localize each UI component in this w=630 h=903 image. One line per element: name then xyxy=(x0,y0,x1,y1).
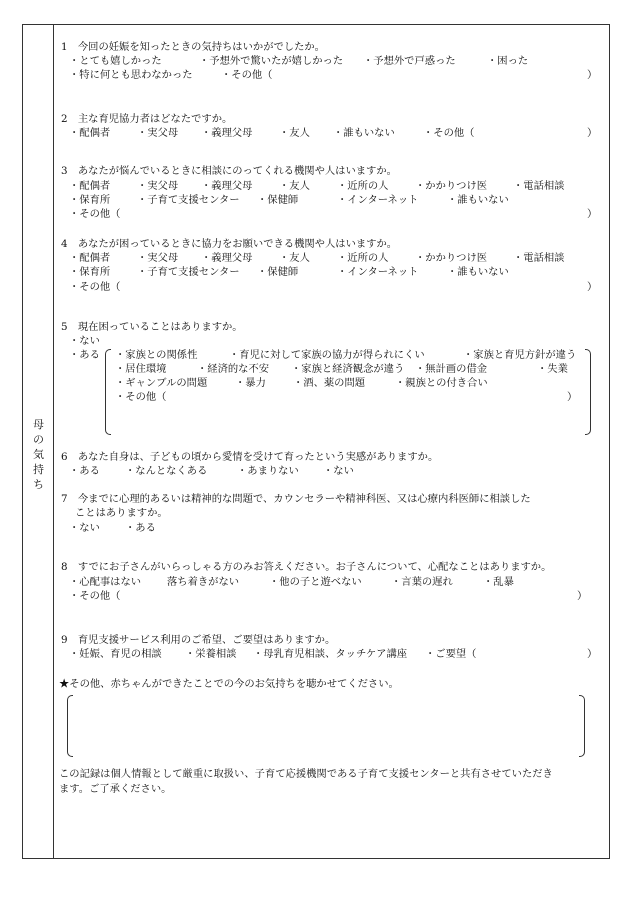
side-char: の xyxy=(33,433,44,446)
q5-sub-option[interactable]: ・暴力 xyxy=(235,377,266,389)
q4-close-paren: ） xyxy=(587,281,598,293)
free-text-prompt: ★その他、赤ちゃんができたことでの今のお気持ちを聴かせてください。 xyxy=(59,678,399,690)
q2-option[interactable]: ・実父母 xyxy=(137,127,179,139)
q5-sub-option[interactable]: ・失業 xyxy=(537,363,568,375)
q5-sub-option[interactable]: ・経済的な不安 xyxy=(197,363,270,375)
q8-close-paren: ） xyxy=(577,590,588,602)
q5-option-yes[interactable]: ・ある xyxy=(69,349,100,361)
side-char: 持 xyxy=(33,463,44,476)
q9-option-other[interactable]: ・ご要望（ xyxy=(425,648,477,660)
q5-sub-option[interactable]: ・居住環境 xyxy=(115,363,167,375)
q1-option[interactable]: ・予想外で戸惑った xyxy=(363,55,456,67)
q3-option-other[interactable]: ・その他（ xyxy=(69,208,121,220)
q1-option[interactable]: ・困った xyxy=(487,55,529,67)
q1-question: 1 今回の妊娠を知ったときの気持ちはいかがでしたか。 xyxy=(61,41,325,53)
q4-option[interactable]: ・義理父母 xyxy=(201,252,253,264)
q3-question: 3 あなたが悩んでいるときに相談にのってくれる機関や人はいますか。 xyxy=(61,165,397,177)
q5-question: 5 現在困っていることはありますか。 xyxy=(61,321,243,333)
q1-close-paren: ） xyxy=(587,69,598,81)
q7-question: 7 今までに心理的あるいは精神的な問題で、カウンセラーや精神科医、又は心療内科医師に相談した xyxy=(61,493,531,505)
q4-option[interactable]: ・誰もいない xyxy=(447,266,509,278)
q4-option[interactable]: ・かかりつけ医 xyxy=(415,252,488,264)
q3-option[interactable]: ・配偶者 xyxy=(69,180,111,192)
side-char: ち xyxy=(33,478,44,491)
q9-close-paren: ） xyxy=(587,648,598,660)
q1-option[interactable]: ・特に何とも思わなかった xyxy=(69,69,193,81)
q4-option[interactable]: ・近所の人 xyxy=(337,252,389,264)
q4-option[interactable]: ・保育所 xyxy=(69,266,111,278)
q5-close-paren: ） xyxy=(567,391,578,403)
q3-option[interactable]: ・かかりつけ医 xyxy=(415,180,488,192)
q3-option[interactable]: ・友人 xyxy=(279,180,310,192)
form-frame xyxy=(22,24,610,859)
q4-option[interactable]: ・電話相談 xyxy=(513,252,565,264)
q8-option-other[interactable]: ・その他（ xyxy=(69,590,121,602)
q4-option-other[interactable]: ・その他（ xyxy=(69,281,121,293)
q5-sub-option-other[interactable]: ・その他（ xyxy=(115,391,167,403)
q4-option[interactable]: ・インターネット xyxy=(337,266,419,278)
q9-option[interactable]: ・栄養相談 xyxy=(185,648,237,660)
q3-option[interactable]: ・誰もいない xyxy=(447,194,509,206)
q8-option[interactable]: ・他の子と遊べない xyxy=(269,576,362,588)
q1-option-other[interactable]: ・その他（ xyxy=(221,69,273,81)
q4-option[interactable]: ・保健師 xyxy=(257,266,299,278)
q7-option[interactable]: ・ない xyxy=(69,522,100,534)
q3-option[interactable]: ・電話相談 xyxy=(513,180,565,192)
q5-sub-option[interactable]: ・育児に対して家族の協力が得られにくい xyxy=(229,349,425,361)
q2-close-paren: ） xyxy=(587,127,598,139)
q3-option[interactable]: ・近所の人 xyxy=(337,180,389,192)
q6-option[interactable]: ・ない xyxy=(323,465,354,477)
q8-option[interactable]: ・乱暴 xyxy=(483,576,514,588)
q5-sub-option[interactable]: ・家族と経済観念が違う xyxy=(291,363,405,375)
q2-question: 2 主な育児協力者はどなたですか。 xyxy=(61,113,233,125)
q3-option[interactable]: ・義理父母 xyxy=(201,180,253,192)
q7-option[interactable]: ・ある xyxy=(125,522,156,534)
q1-option[interactable]: ・予想外で驚いたが嬉しかった xyxy=(199,55,344,67)
q3-close-paren: ） xyxy=(587,208,598,220)
q6-option[interactable]: ・ある xyxy=(69,465,100,477)
side-label xyxy=(23,417,54,492)
q1-option[interactable]: ・とても嬉しかった xyxy=(69,55,162,67)
q3-option[interactable]: ・子育て支援センター xyxy=(137,194,240,206)
q4-option[interactable]: ・友人 xyxy=(279,252,310,264)
q4-option[interactable]: ・配偶者 xyxy=(69,252,111,264)
q2-option[interactable]: ・義理父母 xyxy=(201,127,253,139)
q8-option[interactable]: 落ち着きがない xyxy=(167,576,240,588)
q4-option[interactable]: ・実父母 xyxy=(137,252,179,264)
q8-option[interactable]: ・心配事はない xyxy=(69,576,142,588)
q2-option[interactable]: ・友人 xyxy=(279,127,310,139)
side-char: 気 xyxy=(33,448,44,461)
q8-option[interactable]: ・言葉の遅れ xyxy=(391,576,453,588)
q2-option[interactable]: ・誰もいない xyxy=(333,127,395,139)
q4-question: 4 あなたが困っているときに協力をお願いできる機関や人はいますか。 xyxy=(61,238,398,250)
q3-option[interactable]: ・保育所 xyxy=(69,194,111,206)
q6-option[interactable]: ・なんとなくある xyxy=(125,465,208,477)
privacy-notice-line1: この記録は個人情報として厳重に取扱い、子育て応援機関である子育て支援センターと共有させていただき xyxy=(59,768,553,780)
q8-question: 8 すでにお子さんがいらっしゃる方のみお答えください。お子さんについて、心配なことはありますか。 xyxy=(61,561,552,573)
q9-question: 9 育児支援サービス利用のご希望、ご要望はありますか。 xyxy=(61,634,336,646)
q7-question-cont: ことはありますか。 xyxy=(75,507,168,519)
side-char: 母 xyxy=(33,418,44,431)
q2-option-other[interactable]: ・その他（ xyxy=(423,127,475,139)
q5-sub-option[interactable]: ・ギャンブルの問題 xyxy=(115,377,208,389)
q5-sub-option[interactable]: ・家族との関係性 xyxy=(115,349,198,361)
q9-option[interactable]: ・母乳育児相談、タッチケア講座 xyxy=(253,648,408,660)
q6-option[interactable]: ・あまりない xyxy=(237,465,299,477)
q3-option[interactable]: ・実父母 xyxy=(137,180,179,192)
free-text-box[interactable] xyxy=(67,695,585,757)
q5-sub-option[interactable]: ・酒、薬の問題 xyxy=(293,377,366,389)
q5-sub-option[interactable]: ・親族との付き合い xyxy=(395,377,488,389)
q5-option-no[interactable]: ・ない xyxy=(69,335,100,347)
q3-option[interactable]: ・インターネット xyxy=(337,194,419,206)
q2-option[interactable]: ・配偶者 xyxy=(69,127,111,139)
q4-option[interactable]: ・子育て支援センター xyxy=(137,266,240,278)
q5-sub-option[interactable]: ・家族と育児方針が違う xyxy=(463,349,577,361)
q6-question: 6 あなた自身は、子どもの頃から愛情を受けて育ったという実感がありますか。 xyxy=(61,451,439,463)
privacy-notice-line2: ます。ご了承ください。 xyxy=(59,783,172,795)
q5-sub-option[interactable]: ・無計画の借金 xyxy=(415,363,488,375)
q9-option[interactable]: ・妊娠、育児の相談 xyxy=(69,648,162,660)
q3-option[interactable]: ・保健師 xyxy=(257,194,299,206)
side-column xyxy=(23,25,54,858)
